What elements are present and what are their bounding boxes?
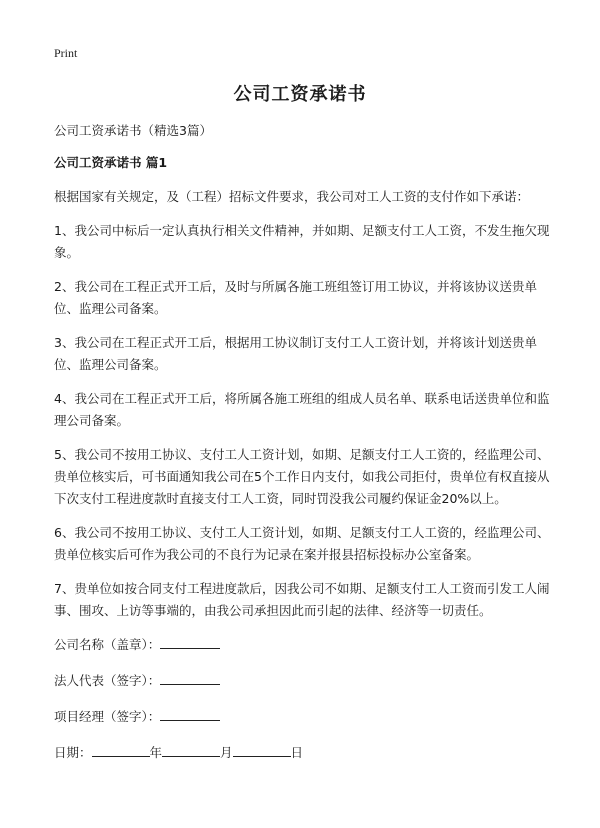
day-label: 日	[290, 745, 304, 760]
commitment-item-1: 1、我公司中标后一定认真执行相关文件精神，并如期、足额支付工人工资，不发生拖欠现象。	[54, 223, 550, 260]
commitment-item-5: 5、我公司不按用工协议、支付工人工资计划，如期、足额支付工人工资的，经监理公司、贵单位核实后，可书面通知我公司在5个工作日内支付，如我公司拒付，贵单位有权直接从下次支付工程进度款时直接支付工人工资，同时罚没我公司履约保证金20%以上。	[54, 447, 550, 506]
commitment-item-2: 2、我公司在工程正式开工后，及时与所属各施工班组签订用工协议，并将该协议送贵单位、监理公司备案。	[54, 279, 537, 316]
commitment-item-7: 7、贵单位如按合同支付工程进度款后，因我公司不如期、足额支付工人工资而引发工人闹事、围攻、上访等事端的，由我公司承担因此而引起的法律、经济等一切责任。	[54, 581, 550, 618]
section-heading: 公司工资承诺书 篇1	[54, 155, 168, 170]
print-link[interactable]: Print	[54, 46, 78, 60]
legal-rep-blank	[160, 670, 220, 685]
commitment-item-4: 4、我公司在工程正式开工后，将所属各施工班组的组成人员名单、联系电话送贵单位和监理公司备案。	[54, 391, 550, 428]
project-manager-row	[54, 706, 554, 728]
legal-rep-label: 法人代表（签字）：	[54, 673, 161, 688]
company-name-blank	[160, 634, 220, 649]
commitment-item-6: 6、我公司不按用工协议、支付工人工资计划，如期、足额支付工人工资的，经监理公司、贵单位核实后可作为我公司的不良行为记录在案并报县招标投标办公室备案。	[54, 525, 550, 562]
project-manager-label: 项目经理（签字）：	[54, 709, 161, 724]
project-manager-blank	[160, 706, 220, 721]
company-name-label: 公司名称（盖章）：	[54, 637, 161, 652]
commitment-item-3: 3、我公司在工程正式开工后，根据用工协议制订支付工人工资计划，并将该计划送贵单位、监理公司备案。	[54, 335, 537, 372]
month-blank	[162, 742, 220, 757]
year-blank	[92, 742, 150, 757]
date-label: 日期：	[54, 745, 92, 760]
date-row	[54, 742, 554, 764]
day-blank	[233, 742, 291, 757]
document-subtitle: 公司工资承诺书（精选3篇）	[54, 123, 212, 138]
document-title: 公司工资承诺书	[233, 84, 367, 105]
year-label: 年	[149, 745, 163, 760]
month-label: 月	[220, 745, 233, 760]
company-name-row	[54, 634, 554, 656]
legal-rep-row	[54, 670, 554, 692]
intro-paragraph: 根据国家有关规定，及（工程）招标文件要求，我公司对工人工资的支付作如下承诺：	[54, 189, 530, 204]
document-body	[54, 120, 554, 778]
